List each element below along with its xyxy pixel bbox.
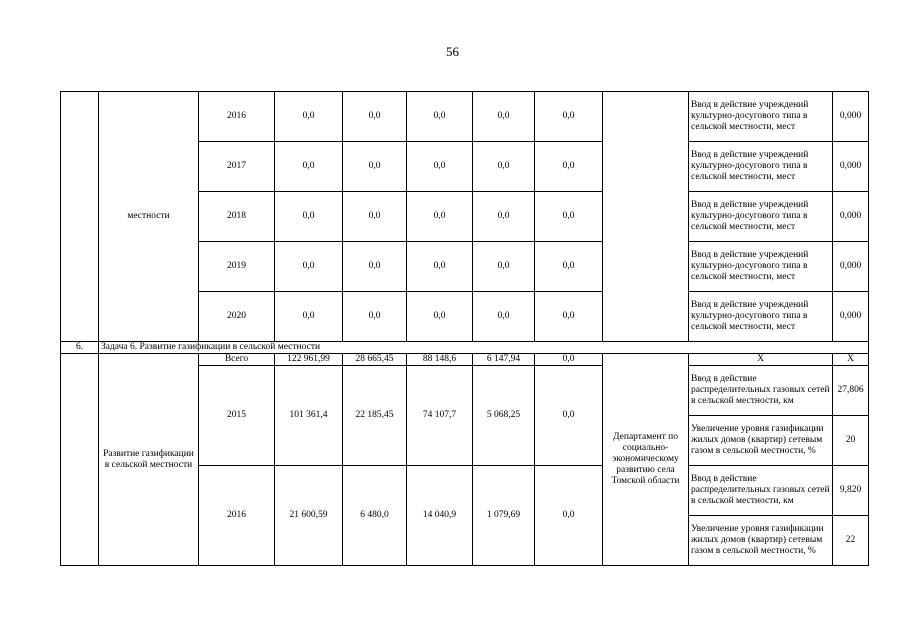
value-cell: 0,0 [407, 92, 473, 142]
year-cell: 2020 [199, 292, 275, 342]
value-cell: 0,0 [343, 192, 407, 242]
year-cell: 2015 [199, 366, 275, 466]
value-cell: 74 107,7 [407, 366, 473, 466]
value-cell: 0,0 [473, 142, 535, 192]
table-row [61, 354, 869, 366]
value-cell: 0,0 [275, 292, 343, 342]
task-row [61, 342, 869, 354]
year-cell: 2018 [199, 192, 275, 242]
value-cell: 0,0 [535, 354, 603, 366]
value-cell: 0,0 [407, 242, 473, 292]
indicator-value-cell: 22 [833, 516, 869, 566]
value-cell: 0,0 [473, 192, 535, 242]
indicator-value-cell: 27,806 [833, 366, 869, 416]
value-cell: 0,0 [407, 192, 473, 242]
value-cell: 0,0 [473, 242, 535, 292]
indicator-cell: Ввод в действие учреждений культурно-досугового типа в сельской местности, мест [689, 142, 833, 192]
value-cell: 0,0 [275, 92, 343, 142]
year-cell: 2017 [199, 142, 275, 192]
value-cell: 1 079,69 [473, 466, 535, 566]
value-cell: 0,0 [535, 142, 603, 192]
year-cell: 2016 [199, 92, 275, 142]
department-cell [603, 92, 689, 342]
department-cell: Департамент по социально-экономическому развитию села Томской области [603, 354, 689, 566]
value-cell: 0,0 [343, 142, 407, 192]
indicator-cell: Х [689, 354, 833, 366]
indicator-cell: Ввод в действие учреждений культурно-досугового типа в сельской местности, мест [689, 242, 833, 292]
value-cell: 0,0 [343, 242, 407, 292]
value-cell: 0,0 [535, 366, 603, 466]
indicator-cell: Увеличение уровня газификации жилых домов (квартир) сетевым газом в сельской местности, % [689, 416, 833, 466]
value-cell: 0,0 [535, 292, 603, 342]
value-cell: 0,0 [343, 292, 407, 342]
indicator-cell: Ввод в действие распределительных газовых сетей в сельской местности, км [689, 366, 833, 416]
year-cell: 2019 [199, 242, 275, 292]
value-cell: 122 961,99 [275, 354, 343, 366]
indicator-value-cell: Х [833, 354, 869, 366]
value-cell: 0,0 [407, 292, 473, 342]
task-number: 6. [61, 342, 99, 354]
value-cell: 21 600,59 [275, 466, 343, 566]
indicator-value-cell: 0,000 [833, 142, 869, 192]
indicator-value-cell: 0,000 [833, 92, 869, 142]
program-table [60, 91, 869, 566]
value-cell: 28 665,45 [343, 354, 407, 366]
page-number: 56 [446, 44, 459, 59]
value-cell: 22 185,45 [343, 366, 407, 466]
value-cell: 0,0 [535, 242, 603, 292]
value-cell: 0,0 [275, 242, 343, 292]
indicator-value-cell: 20 [833, 416, 869, 466]
value-cell: 101 361,4 [275, 366, 343, 466]
task-title: Задача 6. Развитие газификации в сельской местности [99, 342, 869, 354]
value-cell: 14 040,9 [407, 466, 473, 566]
value-cell: 5 068,25 [473, 366, 535, 466]
indicator-cell: Ввод в действие учреждений культурно-досугового типа в сельской местности, мест [689, 92, 833, 142]
total-label: Всего [199, 354, 275, 366]
indicator-value-cell: 9,820 [833, 466, 869, 516]
table-row [61, 92, 869, 142]
value-cell: 6 480,0 [343, 466, 407, 566]
indicator-value-cell: 0,000 [833, 292, 869, 342]
item-number-cell [61, 92, 99, 342]
value-cell: 0,0 [473, 292, 535, 342]
value-cell: 0,0 [407, 142, 473, 192]
item-name-cell: Развитие газификации в сельской местности [99, 354, 199, 566]
indicator-cell: Увеличение уровня газификации жилых домов (квартир) сетевым газом в сельской местности, % [689, 516, 833, 566]
item-name-cell: местности [99, 92, 199, 342]
value-cell: 0,0 [275, 192, 343, 242]
value-cell: 0,0 [275, 142, 343, 192]
indicator-value-cell: 0,000 [833, 242, 869, 292]
item-number-cell [61, 354, 99, 566]
value-cell: 0,0 [473, 92, 535, 142]
value-cell: 0,0 [535, 466, 603, 566]
value-cell: 0,0 [343, 92, 407, 142]
value-cell: 88 148,6 [407, 354, 473, 366]
indicator-cell: Ввод в действие распределительных газовых сетей в сельской местности, км [689, 466, 833, 516]
indicator-cell: Ввод в действие учреждений культурно-досугового типа в сельской местности, мест [689, 292, 833, 342]
indicator-cell: Ввод в действие учреждений культурно-досугового типа в сельской местности, мест [689, 192, 833, 242]
year-cell: 2016 [199, 466, 275, 566]
value-cell: 0,0 [535, 192, 603, 242]
indicator-value-cell: 0,000 [833, 192, 869, 242]
value-cell: 6 147,94 [473, 354, 535, 366]
value-cell: 0,0 [535, 92, 603, 142]
